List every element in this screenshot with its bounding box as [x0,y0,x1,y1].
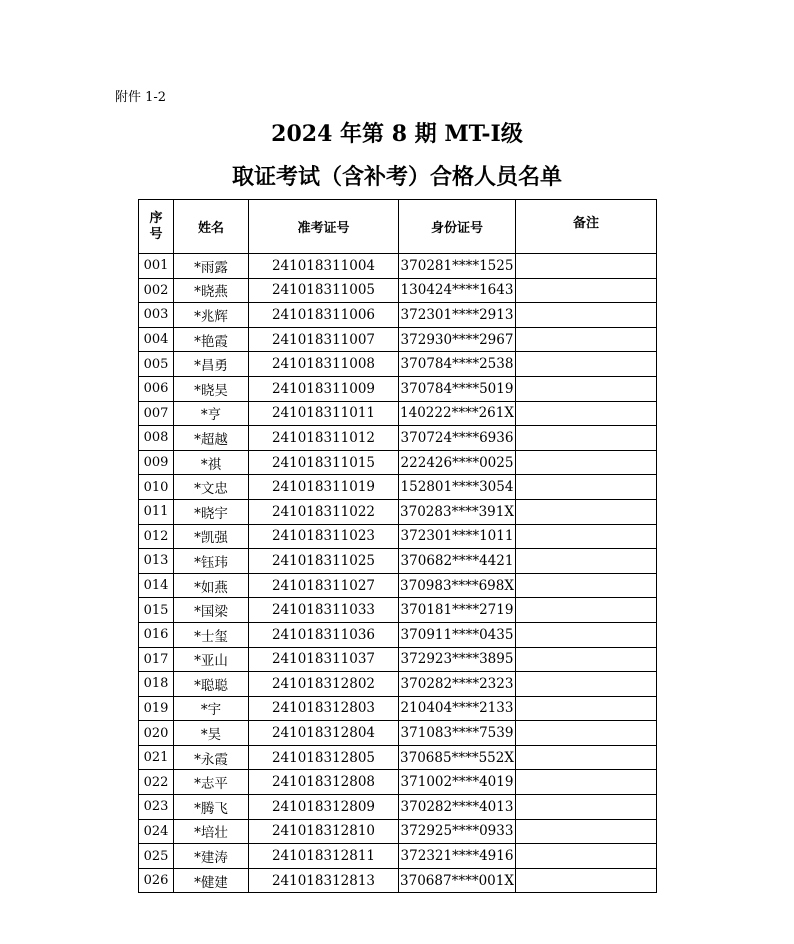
cell-note [516,426,657,451]
cell-id-card: 370685****552X [399,745,516,770]
cell-note [516,622,657,647]
table-row [139,524,657,549]
cell-name: *文忠 [174,475,249,500]
cell-seq: 014 [139,573,174,598]
cell-id-card: 152801****3054 [399,475,516,500]
cell-exam-id: 241018312809 [249,795,399,820]
cell-seq: 004 [139,327,174,352]
cell-exam-id: 241018311037 [249,647,399,672]
cell-id-card: 370784****5019 [399,376,516,401]
cell-exam-id: 241018311009 [249,376,399,401]
cell-seq: 013 [139,549,174,574]
cell-exam-id: 241018311008 [249,352,399,377]
table-row [139,401,657,426]
cell-seq: 024 [139,819,174,844]
table-row [139,573,657,598]
cell-exam-id: 241018311022 [249,499,399,524]
cell-seq: 006 [139,376,174,401]
cell-id-card: 210404****2133 [399,696,516,721]
cell-note [516,573,657,598]
table-row [139,598,657,623]
cell-note [516,524,657,549]
cell-id-card: 140222****261X [399,401,516,426]
header-name: 姓名 [174,200,249,254]
cell-note [516,598,657,623]
cell-exam-id: 241018312808 [249,770,399,795]
table-row [139,622,657,647]
cell-seq: 026 [139,868,174,893]
cell-seq: 022 [139,770,174,795]
cell-note [516,499,657,524]
table-row [139,647,657,672]
table-row [139,795,657,820]
cell-exam-id: 241018311033 [249,598,399,623]
cell-exam-id: 241018312811 [249,844,399,869]
cell-note [516,278,657,303]
cell-name: *晓昊 [174,376,249,401]
cell-exam-id: 241018311036 [249,622,399,647]
cell-exam-id: 241018311007 [249,327,399,352]
cell-id-card: 222426****0025 [399,450,516,475]
cell-name: *亨 [174,401,249,426]
table-row [139,426,657,451]
cell-exam-id: 241018311019 [249,475,399,500]
cell-name: *钰玮 [174,549,249,574]
table-row [139,844,657,869]
cell-note [516,376,657,401]
cell-name: *亚山 [174,647,249,672]
cell-seq: 010 [139,475,174,500]
table-row [139,696,657,721]
cell-exam-id: 241018312813 [249,868,399,893]
cell-seq: 005 [139,352,174,377]
cell-seq: 001 [139,254,174,279]
table-row [139,819,657,844]
cell-name: *国梁 [174,598,249,623]
cell-id-card: 370282****2323 [399,672,516,697]
cell-name: *昊 [174,721,249,746]
cell-seq: 023 [139,795,174,820]
cell-name: *凯强 [174,524,249,549]
cell-note [516,303,657,328]
cell-note [516,721,657,746]
document-subtitle: 取证考试（含补考）合格人员名单 [231,164,562,190]
cell-id-card: 370281****1525 [399,254,516,279]
document-title: 2024 年第 8 期 MT-Ⅰ级 [271,121,523,147]
cell-exam-id: 241018312804 [249,721,399,746]
cell-note [516,549,657,574]
cell-exam-id: 241018311025 [249,549,399,574]
cell-exam-id: 241018312803 [249,696,399,721]
cell-note [516,327,657,352]
cell-id-card: 372321****4916 [399,844,516,869]
cell-exam-id: 241018312805 [249,745,399,770]
cell-id-card: 370283****391X [399,499,516,524]
cell-note [516,770,657,795]
cell-id-card: 372301****2913 [399,303,516,328]
table-row [139,254,657,279]
cell-note [516,647,657,672]
cell-exam-id: 241018311023 [249,524,399,549]
cell-note [516,254,657,279]
qualified-personnel-table [138,199,657,893]
cell-name: *晓燕 [174,278,249,303]
cell-seq: 025 [139,844,174,869]
cell-name: *永霞 [174,745,249,770]
cell-id-card: 370682****4421 [399,549,516,574]
table-row [139,327,657,352]
cell-id-card: 370282****4013 [399,795,516,820]
cell-note [516,819,657,844]
cell-name: *士玺 [174,622,249,647]
cell-name: *如燕 [174,573,249,598]
header-seq [139,200,174,254]
cell-exam-id: 241018312810 [249,819,399,844]
cell-id-card: 130424****1643 [399,278,516,303]
cell-note [516,401,657,426]
table-row [139,745,657,770]
cell-seq: 009 [139,450,174,475]
table-row [139,450,657,475]
cell-id-card: 371083****7539 [399,721,516,746]
cell-seq: 019 [139,696,174,721]
cell-seq: 021 [139,745,174,770]
cell-exam-id: 241018311015 [249,450,399,475]
table-row [139,475,657,500]
cell-exam-id: 241018311005 [249,278,399,303]
cell-name: *宇 [174,696,249,721]
header-id-card: 身份证号 [399,200,516,254]
table-row [139,549,657,574]
cell-name: *超越 [174,426,249,451]
table-row [139,672,657,697]
table-row [139,721,657,746]
cell-id-card: 372925****0933 [399,819,516,844]
cell-note [516,868,657,893]
table-body [139,254,657,893]
table-row [139,303,657,328]
cell-id-card: 370687****001X [399,868,516,893]
cell-name: *培壮 [174,819,249,844]
cell-id-card: 370911****0435 [399,622,516,647]
cell-id-card: 370181****2719 [399,598,516,623]
cell-id-card: 372930****2967 [399,327,516,352]
cell-note [516,450,657,475]
table-row [139,352,657,377]
cell-exam-id: 241018311006 [249,303,399,328]
cell-seq: 015 [139,598,174,623]
cell-id-card: 371002****4019 [399,770,516,795]
table-row [139,770,657,795]
cell-seq: 012 [139,524,174,549]
cell-id-card: 372923****3895 [399,647,516,672]
cell-seq: 017 [139,647,174,672]
cell-note [516,745,657,770]
cell-seq: 018 [139,672,174,697]
cell-name: *志平 [174,770,249,795]
cell-name: *聪聪 [174,672,249,697]
table-row [139,376,657,401]
cell-name: *雨露 [174,254,249,279]
cell-seq: 008 [139,426,174,451]
cell-exam-id: 241018311012 [249,426,399,451]
header-exam-id: 准考证号 [249,200,399,254]
table-row [139,868,657,893]
table-row [139,499,657,524]
attachment-label: 附件 1-2 [115,90,167,105]
cell-name: *晓宇 [174,499,249,524]
cell-id-card: 372301****1011 [399,524,516,549]
cell-note [516,795,657,820]
cell-name: *健建 [174,868,249,893]
cell-name: *兆辉 [174,303,249,328]
cell-note [516,352,657,377]
cell-note [516,696,657,721]
cell-seq: 007 [139,401,174,426]
cell-exam-id: 241018311027 [249,573,399,598]
cell-note [516,475,657,500]
cell-exam-id: 241018311011 [249,401,399,426]
cell-name: *昌勇 [174,352,249,377]
table-row [139,278,657,303]
cell-exam-id: 241018312802 [249,672,399,697]
cell-exam-id: 241018311004 [249,254,399,279]
header-seq-top: 序 [149,210,163,226]
cell-name: *艳霞 [174,327,249,352]
cell-name: *腾飞 [174,795,249,820]
cell-name: *建涛 [174,844,249,869]
cell-seq: 020 [139,721,174,746]
cell-id-card: 370784****2538 [399,352,516,377]
table-header-row [139,200,657,254]
cell-seq: 011 [139,499,174,524]
cell-id-card: 370983****698X [399,573,516,598]
header-note: 备注 [516,200,657,254]
cell-seq: 016 [139,622,174,647]
header-seq-bottom: 号 [149,226,163,242]
cell-note [516,844,657,869]
cell-name: *祺 [174,450,249,475]
cell-seq: 002 [139,278,174,303]
cell-note [516,672,657,697]
cell-id-card: 370724****6936 [399,426,516,451]
cell-seq: 003 [139,303,174,328]
